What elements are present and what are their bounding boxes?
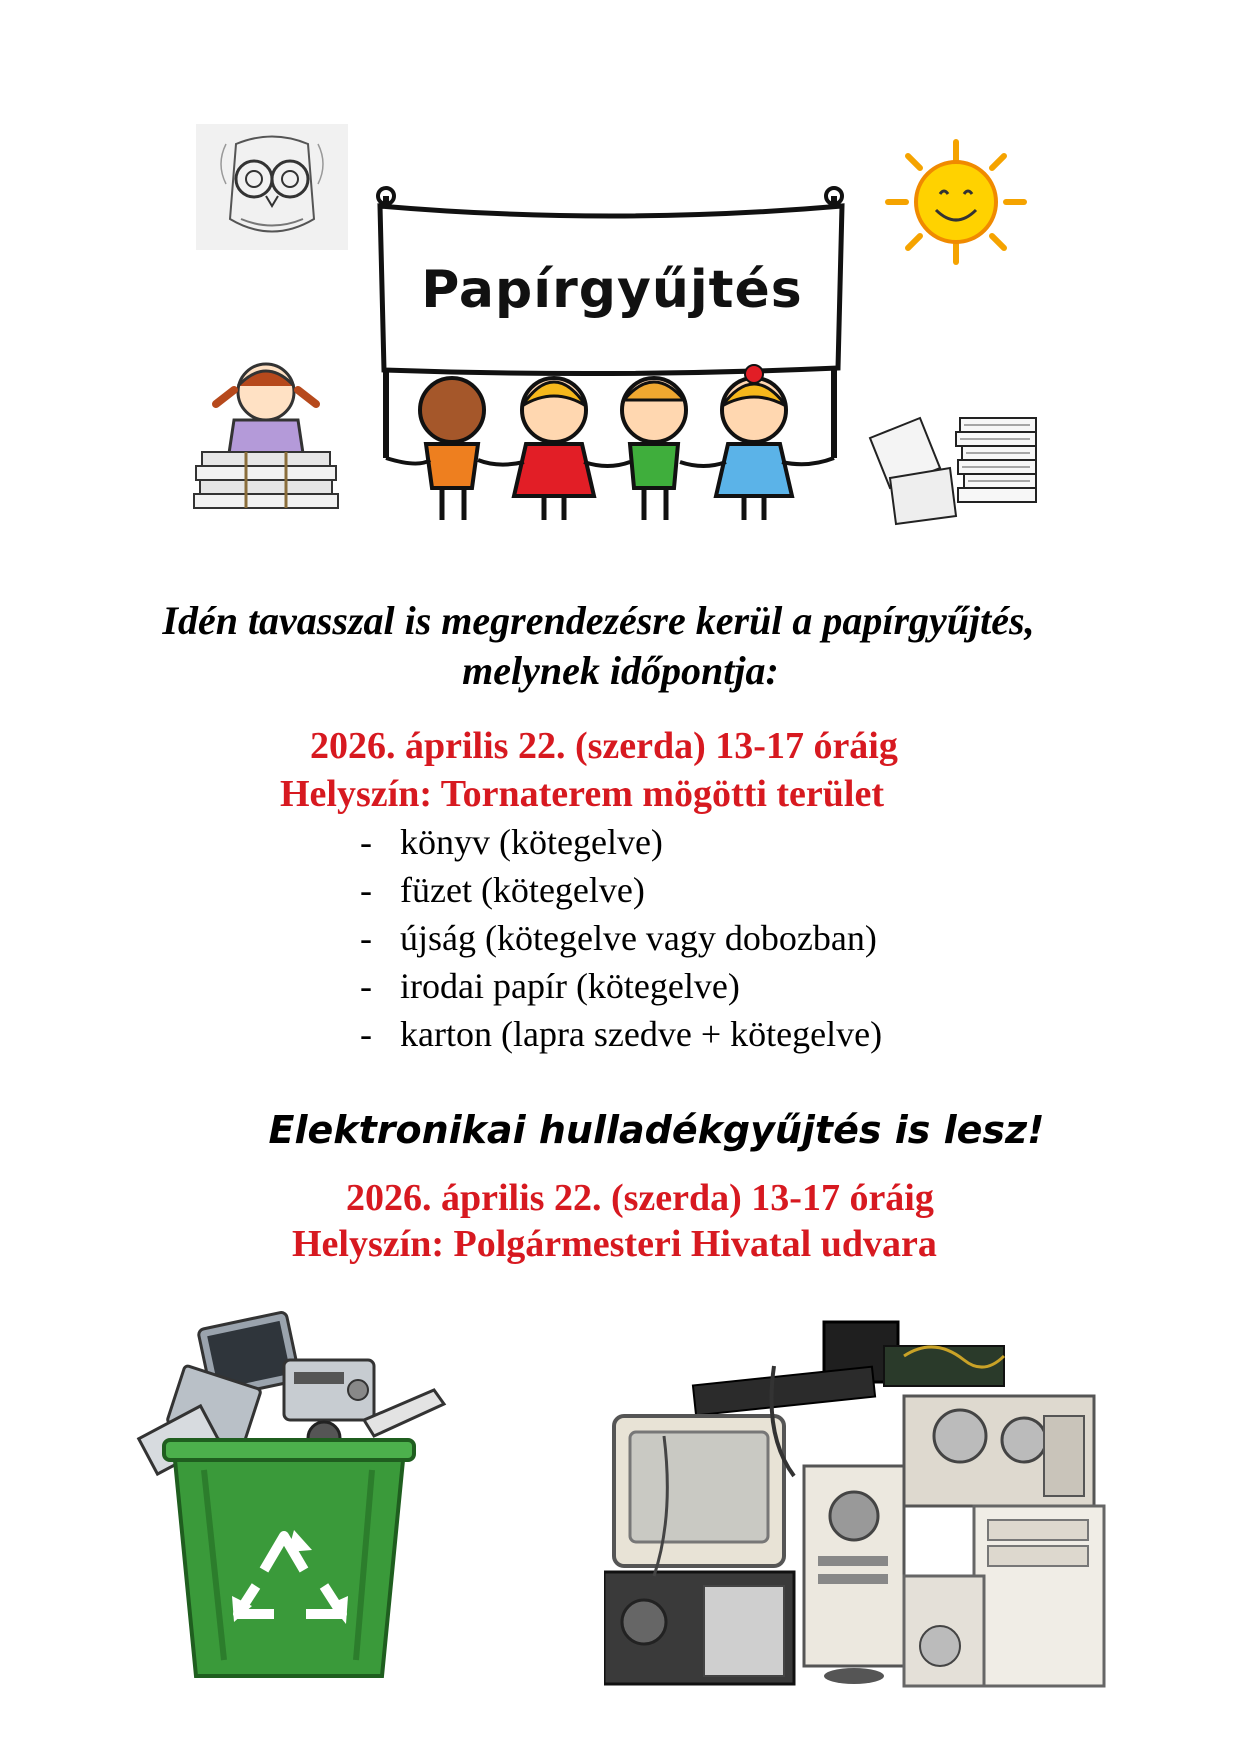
- banner-illustration: [368, 178, 854, 530]
- ewaste-date: 2026. április 22. (szerda) 13-17 óráig: [346, 1177, 934, 1219]
- sun-icon: [876, 138, 1036, 266]
- list-item: - füzet (kötegelve): [360, 866, 882, 914]
- owl-icon: [196, 124, 348, 250]
- intro-line-2: melynek időpontja:: [462, 648, 779, 693]
- list-item: - irodai papír (kötegelve): [360, 962, 882, 1010]
- list-item: - karton (lapra szedve + kötegelve): [360, 1010, 882, 1058]
- list-item: - újság (kötegelve vagy dobozban): [360, 914, 882, 962]
- recycle-bin-icon: [134, 1300, 464, 1680]
- paper-event-date: 2026. április 22. (szerda) 13-17 óráig: [310, 725, 898, 767]
- paper-items-list: [360, 818, 882, 1058]
- girl-with-papers-icon: [186, 352, 346, 512]
- computers-pile-icon: [604, 1316, 1120, 1690]
- ewaste-title: Elektronikai hulladékgyűjtés is lesz!: [268, 1108, 1045, 1152]
- paper-event-location: Helyszín: Tornaterem mögötti terület: [280, 773, 884, 815]
- list-item: - könyv (kötegelve): [360, 818, 882, 866]
- banner-title: Papírgyűjtés: [421, 260, 803, 320]
- intro-line-1: Idén tavasszal is megrendezésre kerül a papírgyűjtés,: [162, 598, 1035, 643]
- ewaste-location: Helyszín: Polgármesteri Hivatal udvara: [292, 1223, 937, 1265]
- paper-stack-icon: [860, 398, 1042, 526]
